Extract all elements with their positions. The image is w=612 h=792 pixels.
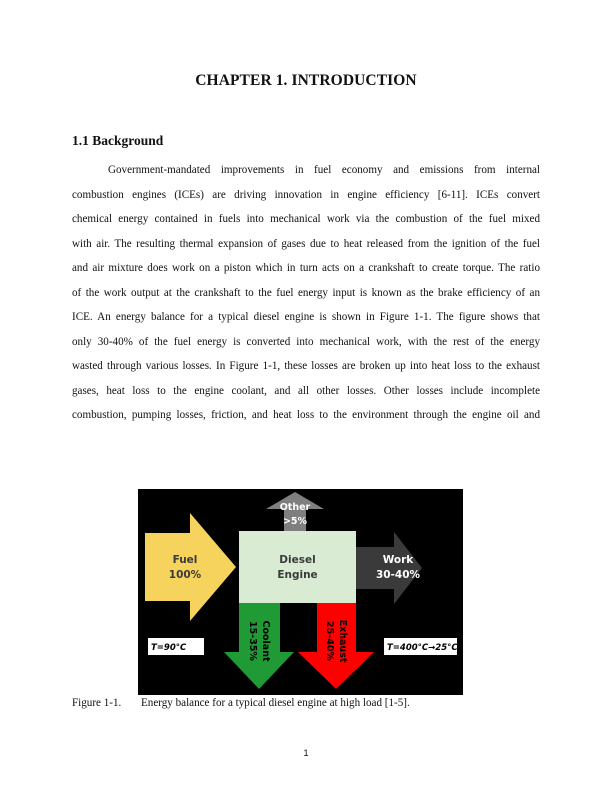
coolant-label: Coolant: [260, 620, 271, 662]
exhaust-temp-label: T=400°C→25°C: [387, 643, 458, 653]
energy-balance-figure: [138, 489, 463, 695]
other-label: Other: [279, 502, 311, 513]
caption-text: Energy balance for a typical diesel engine at high load [1-5].: [141, 697, 410, 709]
paragraph-line: combustion engines (ICEs) are driving innovation in engine efficiency [6-11]. ICEs convert: [72, 188, 540, 201]
fuel-label: Fuel: [172, 554, 198, 566]
engine-label-line2: Engine: [277, 569, 318, 581]
paragraph-line: gases, heat loss to the engine coolant, and all other losses. Other losses include incomplete: [72, 384, 540, 397]
exhaust-value: 25-40%: [324, 621, 335, 661]
paragraph-line: chemical energy contained in fuels into mechanical work via the combustion of the fuel mixed: [72, 213, 540, 225]
other-value: >5%: [282, 516, 308, 527]
caption-label: Figure 1-1.: [72, 697, 122, 709]
paragraph-line: ICE. An energy balance for a typical diesel engine is shown in Figure 1-1. The figure shows that: [72, 311, 540, 323]
exhaust-label: Exhaust: [337, 619, 348, 663]
page-number: 1: [303, 748, 309, 759]
paragraph-line: Government-mandated improvements in fuel economy and emissions from internal: [108, 164, 540, 176]
section-heading: 1.1 Background: [72, 133, 164, 148]
work-value: 30-40%: [375, 569, 421, 581]
figure-caption: [72, 697, 410, 709]
engine-label-line1: Diesel: [279, 554, 316, 566]
fuel-value: 100%: [168, 569, 202, 581]
body-paragraph: [72, 158, 540, 428]
paragraph-line: combustion, pumping losses, friction, and heat loss to the environment through the engine oil and: [72, 409, 540, 421]
paragraph-line: only 30-40% of the fuel energy is converted into mechanical work, with the rest of the energy: [72, 335, 540, 348]
paragraph-line: with air. The resulting thermal expansion of gases due to heat released from the ignition of the fuel: [72, 237, 540, 250]
chapter-title: CHAPTER 1. INTRODUCTION: [195, 72, 417, 89]
paragraph-line: and air mixture does work on a piston which in turn acts on a crankshaft to create torque. The ratio: [72, 262, 540, 274]
coolant-temp-label: T=90°C: [151, 643, 187, 653]
work-label: Work: [382, 554, 414, 566]
paragraph-line: wasted through various losses. In Figure 1-1, these losses are broken up into heat loss to the exhaust: [72, 360, 540, 372]
diesel-engine-box: [239, 531, 356, 603]
paragraph-line: of the work output at the crankshaft to the fuel energy input is known as the brake efficiency of an: [72, 286, 540, 299]
coolant-value: 15-35%: [247, 621, 258, 661]
